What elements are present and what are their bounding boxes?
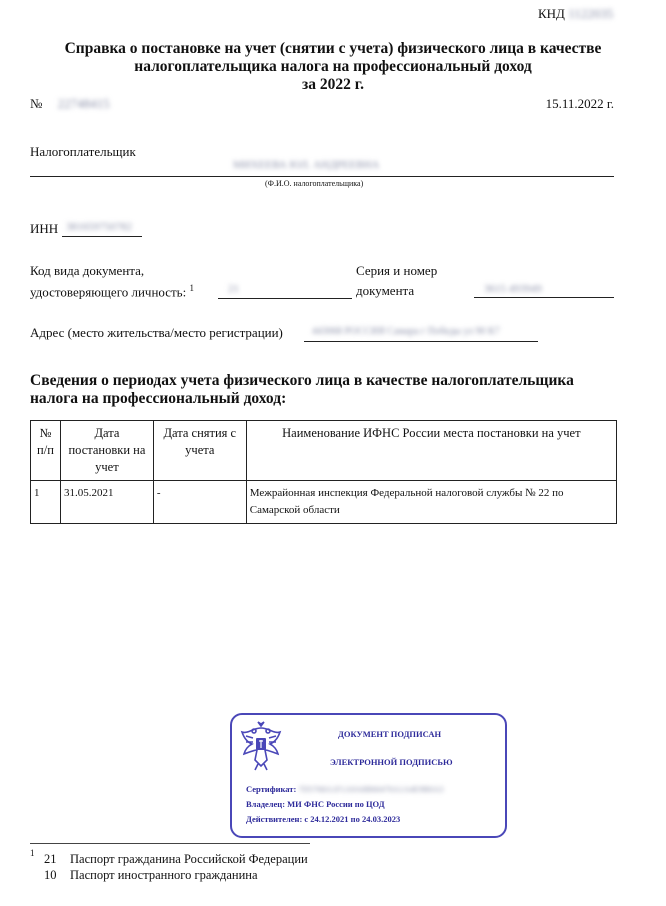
cell-end-date: - — [153, 481, 246, 524]
knd-value: 1122035 — [568, 6, 614, 21]
col-header-start-date — [60, 421, 153, 481]
footnote-item — [44, 852, 308, 867]
address-label: Адрес (место жительства/место регистрации) — [30, 325, 283, 340]
footnote-code: 21 — [44, 852, 57, 866]
inn-value: 381659750782 — [66, 221, 132, 233]
table-header-row — [31, 421, 617, 481]
series-label-1: Серия и номер — [356, 263, 438, 278]
number-value: 22748415 — [57, 96, 110, 111]
title-line-3: за 2022 г. — [302, 76, 364, 93]
emblem-icon — [238, 720, 284, 772]
number-label: № — [30, 96, 43, 111]
signature-stamp — [230, 713, 507, 838]
doc-code-value: 21 — [228, 283, 239, 295]
doc-code-label-text: удостоверяющего личность: — [30, 284, 187, 300]
col-header-start-line-3: учет — [95, 460, 119, 474]
stamp-cert-label: Сертификат: — [246, 784, 297, 794]
inn-label: ИНН — [30, 221, 59, 236]
doc-code-label-1: Код вида документа, — [30, 263, 145, 278]
periods-heading-line-2: налога на профессиональный доход: — [30, 390, 287, 407]
col-header-end-line-2: учета — [185, 443, 215, 457]
address-underline — [304, 341, 538, 342]
col-header-office — [246, 421, 616, 481]
stamp-owner: Владелец: МИ ФНС России по ЦОД — [246, 799, 385, 809]
footnote-text: Паспорт гражданина Российской Федерации — [70, 852, 308, 866]
issue-date: 15.11.2022 г. — [545, 96, 614, 111]
footnote-ref: 1 — [189, 283, 194, 293]
title-line-1: Справка о постановке на учет (снятии с учета) физического лица в качестве — [64, 40, 602, 57]
footnote-separator — [30, 843, 310, 844]
col-header-end-date — [153, 421, 246, 481]
knd-code — [538, 6, 613, 22]
stamp-validity: Действителен: с 24.12.2021 по 24.03.2023 — [246, 814, 401, 824]
stamp-cert-value: 7D5768A1F1A9A8B66470A1A4E9B0A3 — [298, 784, 444, 794]
address-value: 443068 РОССИЯ Самара г Победы ул 90 К7 — [312, 326, 500, 337]
series-label-2: документа — [356, 283, 415, 298]
footnote-item — [44, 868, 258, 883]
col-header-number-line-1: № — [39, 426, 52, 440]
knd-label: КНД — [538, 6, 565, 21]
stamp-line-1: ДОКУМЕНТ ПОДПИСАН — [338, 729, 442, 739]
cell-number: 1 — [31, 481, 61, 524]
taxpayer-caption: (Ф.И.О. налогоплательщика) — [265, 179, 364, 188]
col-header-end-line-1: Дата снятия с — [163, 426, 237, 440]
series-underline — [474, 297, 614, 298]
col-header-start-line-2: постановки на — [68, 443, 146, 457]
col-header-number-line-2: п/п — [37, 443, 54, 457]
doc-code-underline — [218, 298, 352, 299]
title-line-2: налогоплательщика налога на профессиональный доход — [134, 58, 532, 75]
series-value: 3615 493949 — [484, 283, 542, 295]
taxpayer-name-underline — [30, 176, 614, 177]
periods-table — [30, 420, 617, 524]
periods-heading-line-1: Сведения о периодах учета физического лица в качестве налогоплательщика — [30, 372, 574, 389]
col-header-start-line-1: Дата — [94, 426, 120, 440]
col-header-number — [31, 421, 61, 481]
periods-heading — [30, 372, 630, 408]
taxpayer-name: МИХЕЕВА ЮЛ. АНДРЕЕВНА — [233, 159, 380, 171]
stamp-line-2: ЭЛЕКТРОННОЙ ПОДПИСЬЮ — [330, 757, 453, 767]
page-title — [20, 40, 646, 94]
cell-office-line-2: Самарской области — [249, 504, 340, 516]
doc-code-label-2 — [30, 283, 194, 300]
document-number — [30, 96, 110, 112]
stamp-certificate — [246, 784, 443, 794]
table-row — [31, 481, 617, 524]
footnote-text: Паспорт иностранного гражданина — [70, 868, 258, 882]
taxpayer-label: Налогоплательщик — [30, 144, 136, 159]
cell-office — [246, 481, 616, 524]
cell-start-date: 31.05.2021 — [60, 481, 153, 524]
col-header-office-line-1: Наименование ИФНС России места постановки на учет — [282, 426, 581, 440]
footnote-code: 10 — [44, 868, 57, 882]
footnote-marker: 1 — [30, 848, 35, 858]
cell-office-line-1: Межрайонная инспекция Федеральной налоговой службы № 22 по — [249, 487, 564, 499]
inn-underline — [62, 236, 142, 237]
